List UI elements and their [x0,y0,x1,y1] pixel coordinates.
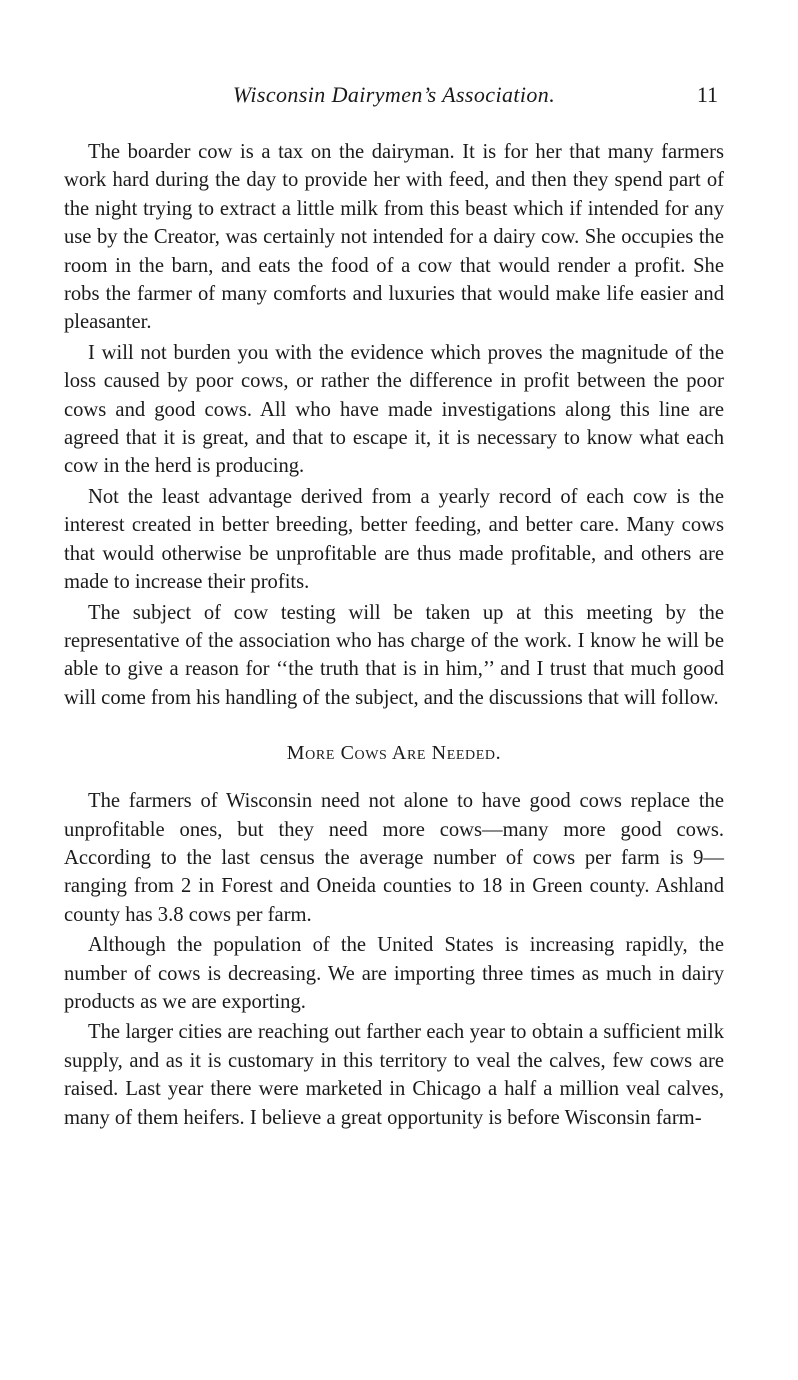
running-title: Wisconsin Dairymen’s Association. [232,82,556,107]
paragraph-larger-cities: The larger cities are reaching out farther each year to obtain a sufficient milk supply, and as it is customary in this territory to veal the calves, few cows are raised. Last year there were marketed in Chicago a half a million veal calves, many of them heifers. I believe a great opportunity is before Wisconsin farm- [64,1021,724,1129]
paragraph-more-cows: The farmers of Wisconsin need not alone to have good cows replace the unprofitable ones, but they need more cows—many more good cows. According to the last census the average number of cows per farm is 9—ranging from 2 in Forest and Oneida counties to 18 in Green county. Ashland county has 3.8 cows per farm. [64,790,724,926]
document-page [64,82,724,1134]
paragraph-population: Although the population of the United States is increasing rapidly, the number of cows is decreasing. We are importing three times as much in dairy products as we are exporting. [64,934,724,1013]
running-header [64,82,724,116]
paragraph-boarder-cow: The boarder cow is a tax on the dairyman. It is for her that many farmers work hard during the day to provide her with feed, and then they spend part of the night trying to extract a little milk from this beast which if intended for any use by the Creator, was certainly not intended for a dairy cow. She occupies the room in the barn, and eats the food of a cow that would render a profit. She robs the farmer of many comforts and luxuries that would make life easier and pleasanter. [64,141,724,334]
page-number: 11 [696,82,718,107]
paragraph-yearly-record: Not the least advantage derived from a yearly record of each cow is the interest created in better breeding, better feeding, and better care. Many cows that would otherwise be unprofitable are thus made profitable, and others are made to increase their profits. [64,485,724,594]
section-heading: More Cows Are Needed. [286,742,502,765]
paragraph-loss-evidence: I will not burden you with the evidence which proves the magnitude of the loss caused by poor cows, or rather the difference in profit between the poor cows and good cows. All who have made investigations along this line are agreed that it is great, and that to escape it, it is necessary to know what each cow in the herd is producing. [64,341,724,478]
paragraph-cow-testing: The subject of cow testing will be taken up at this meeting by the representative of the association who has charge of the work. I know he will be able to give a reason for ‘‘the truth that is in him,’’ and I trust that much good will come from his handling of the subject, and the discussions that will follow. [64,601,724,709]
